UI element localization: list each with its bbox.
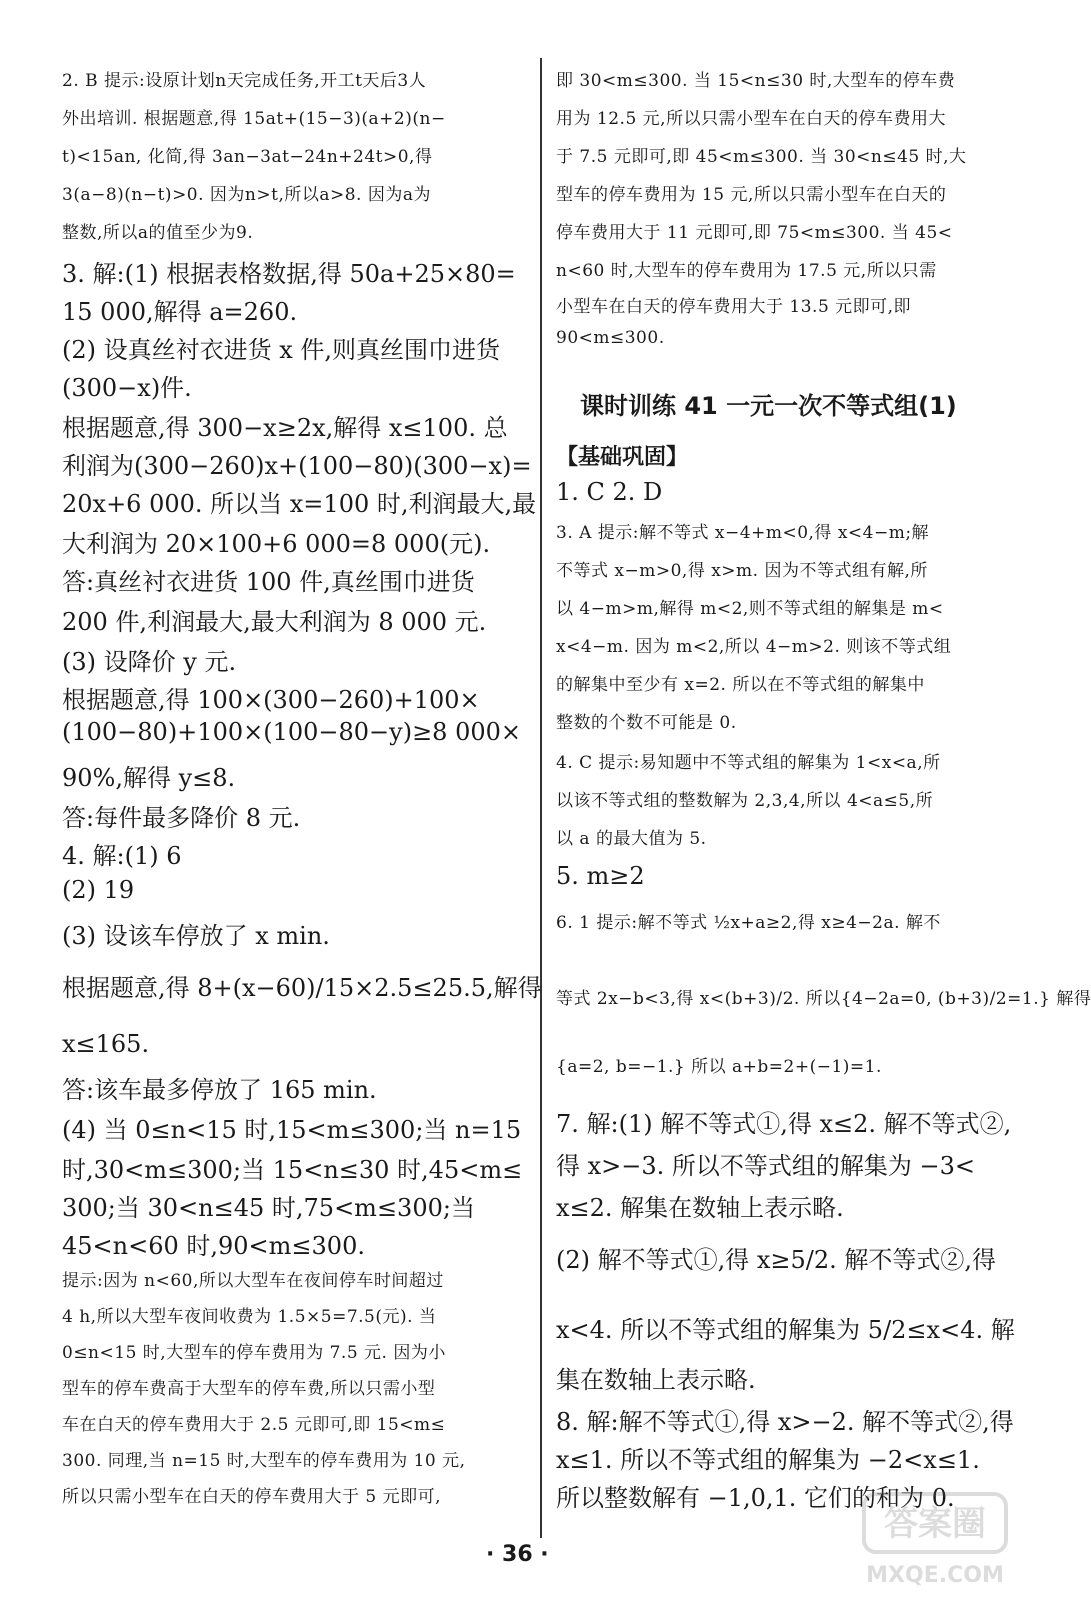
text-line: (2) 解不等式①,得 x≥5/2. 解不等式②,得 — [556, 1246, 997, 1274]
text-line: (2) 19 — [62, 876, 135, 904]
text-line: 答:每件最多降价 8 元. — [62, 804, 301, 832]
text-line: 小型车在白天的停车费用大于 13.5 元即可,即 — [556, 297, 912, 317]
text-line: 2. B 提示:设原计划n天完成任务,开工t天后3人 — [62, 71, 427, 91]
text-line: 外出培训. 根据题意,得 15at+(15−3)(a+2)(n− — [62, 109, 446, 129]
text-line: 90<m≤300. — [556, 328, 665, 348]
text-line: 300. 同理,当 n=15 时,大型车的停车费用为 10 元, — [62, 1451, 466, 1471]
text-line: 45<n<60 时,90<m≤300. — [62, 1232, 365, 1260]
text-line: x<4. 所以不等式组的解集为 5/2≤x<4. 解 — [556, 1316, 1015, 1344]
text-line: 4. 解:(1) 6 — [62, 842, 182, 870]
text-line: (3) 设降价 y 元. — [62, 648, 237, 676]
text-line: 利润为(300−260)x+(100−80)(300−x)= — [62, 452, 532, 480]
text-line: 整数,所以a的值至少为9. — [62, 223, 254, 243]
text-line: 15 000,解得 a=260. — [62, 298, 298, 326]
text-line: 8. 解:解不等式①,得 x>−2. 解不等式②,得 — [556, 1408, 1014, 1436]
text-line: 以该不等式组的整数解为 2,3,4,所以 4<a≤5,所 — [556, 791, 934, 811]
text-line: n<60 时,大型车的停车费用为 17.5 元,所以只需 — [556, 261, 937, 281]
text-line: 所以只需小型车在白天的停车费用大于 5 元即可, — [62, 1487, 442, 1507]
text-line: 根据题意,得 100×(300−260)+100× — [62, 686, 480, 714]
text-line: 等式 2x−b<3,得 x<(b+3)/2. 所以{4−2a=0, (b+3)/2=1.} 解得 — [556, 989, 1091, 1009]
sub-heading: 【基础巩固】 — [556, 445, 689, 470]
text-line: (3) 设该车停放了 x min. — [62, 922, 330, 950]
text-line: 200 件,利润最大,最大利润为 8 000 元. — [62, 608, 487, 636]
text-line: 3. A 提示:解不等式 x−4+m<0,得 x<4−m;解 — [556, 523, 930, 543]
page-number: · 36 · — [486, 1542, 549, 1567]
text-line: 4 h,所以大型车夜间收费为 1.5×5=7.5(元). 当 — [62, 1307, 437, 1327]
text-line: 车在白天的停车费用大于 2.5 元即可,即 15<m≤ — [62, 1415, 446, 1435]
text-line: 20x+6 000. 所以当 x=100 时,利润最大,最 — [62, 490, 537, 518]
text-line: x≤1. 所以不等式组的解集为 −2<x≤1. — [556, 1446, 980, 1474]
text-line: 根据题意,得 8+(x−60)/15×2.5≤25.5,解得 — [62, 974, 542, 1002]
text-line: x<4−m. 因为 m<2,所以 4−m>2. 则该不等式组 — [556, 637, 952, 657]
text-line: 0≤n<15 时,大型车的停车费用为 7.5 元. 因为小 — [62, 1343, 446, 1363]
text-line: 3(a−8)(n−t)>0. 因为n>t,所以a>8. 因为a为 — [62, 185, 431, 205]
text-line: 大利润为 20×100+6 000=8 000(元). — [62, 530, 491, 558]
text-line: 型车的停车费用为 15 元,所以只需小型车在白天的 — [556, 185, 947, 205]
text-line: 90%,解得 y≤8. — [62, 764, 236, 792]
text-line: 5. m≥2 — [556, 862, 645, 890]
watermark-logo — [860, 1490, 1010, 1590]
text-line: 所以整数解有 −1,0,1. 它们的和为 0. — [556, 1484, 955, 1512]
text-line: (300−x)件. — [62, 374, 192, 402]
text-line: t)<15an, 化简,得 3an−3at−24n+24t>0,得 — [62, 147, 433, 167]
text-line: (100−80)+100×(100−80−y)≥8 000× — [62, 718, 521, 746]
text-line: 3. 解:(1) 根据表格数据,得 50a+25×80= — [62, 260, 516, 288]
text-line: 300;当 30<n≤45 时,75<m≤300;当 — [62, 1194, 475, 1222]
text-line: 时,30<m≤300;当 15<n≤30 时,45<m≤ — [62, 1156, 523, 1184]
text-line: 以 4−m>m,解得 m<2,则不等式组的解集是 m< — [556, 599, 944, 619]
text-line: 答:该车最多停放了 165 min. — [62, 1076, 377, 1104]
text-line: 提示:因为 n<60,所以大型车在夜间停车时间超过 — [62, 1271, 444, 1291]
text-line: 型车的停车费高于大型车的停车费,所以只需小型 — [62, 1379, 436, 1399]
text-line: x≤2. 解集在数轴上表示略. — [556, 1194, 844, 1222]
text-line: 停车费用大于 11 元即可,即 75<m≤300. 当 45< — [556, 223, 953, 243]
column-divider — [540, 58, 542, 1538]
text-line: 答:真丝衬衣进货 100 件,真丝围巾进货 — [62, 568, 475, 596]
text-line: 7. 解:(1) 解不等式①,得 x≤2. 解不等式②, — [556, 1110, 1012, 1138]
text-line: 集在数轴上表示略. — [556, 1366, 756, 1394]
text-line: x≤165. — [62, 1030, 150, 1058]
text-line: 4. C 提示:易知题中不等式组的解集为 1<x<a,所 — [556, 753, 941, 773]
text-line: (2) 设真丝衬衣进货 x 件,则真丝围巾进货 — [62, 336, 501, 364]
text-line: 得 x>−3. 所以不等式组的解集为 −3< — [556, 1152, 976, 1180]
text-line: {a=2, b=−1.} 所以 a+b=2+(−1)=1. — [556, 1057, 882, 1077]
text-line: 以 a 的最大值为 5. — [556, 829, 707, 849]
text-line: 的解集中至少有 x=2. 所以在不等式组的解集中 — [556, 675, 925, 695]
text-line: 于 7.5 元即可,即 45<m≤300. 当 30<n≤45 时,大 — [556, 147, 967, 167]
watermark-top: 答案圈 — [884, 1504, 986, 1544]
section-title: 课时训练 41 一元一次不等式组(1) — [580, 392, 957, 420]
text-line: 1. C 2. D — [556, 478, 663, 506]
text-line: 6. 1 提示:解不等式 ½x+a≥2,得 x≥4−2a. 解不 — [556, 913, 941, 933]
text-line: (4) 当 0≤n<15 时,15<m≤300;当 n=15 — [62, 1116, 522, 1144]
text-line: 整数的个数不可能是 0. — [556, 713, 737, 733]
text-line: 即 30<m≤300. 当 15<n≤30 时,大型车的停车费 — [556, 71, 956, 91]
text-line: 不等式 x−m>0,得 x>m. 因为不等式组有解,所 — [556, 561, 928, 581]
text-line: 用为 12.5 元,所以只需小型车在白天的停车费用大 — [556, 109, 947, 129]
watermark-bottom: MXQE.COM — [866, 1563, 1004, 1588]
text-line: 根据题意,得 300−x≥2x,解得 x≤100. 总 — [62, 414, 508, 442]
